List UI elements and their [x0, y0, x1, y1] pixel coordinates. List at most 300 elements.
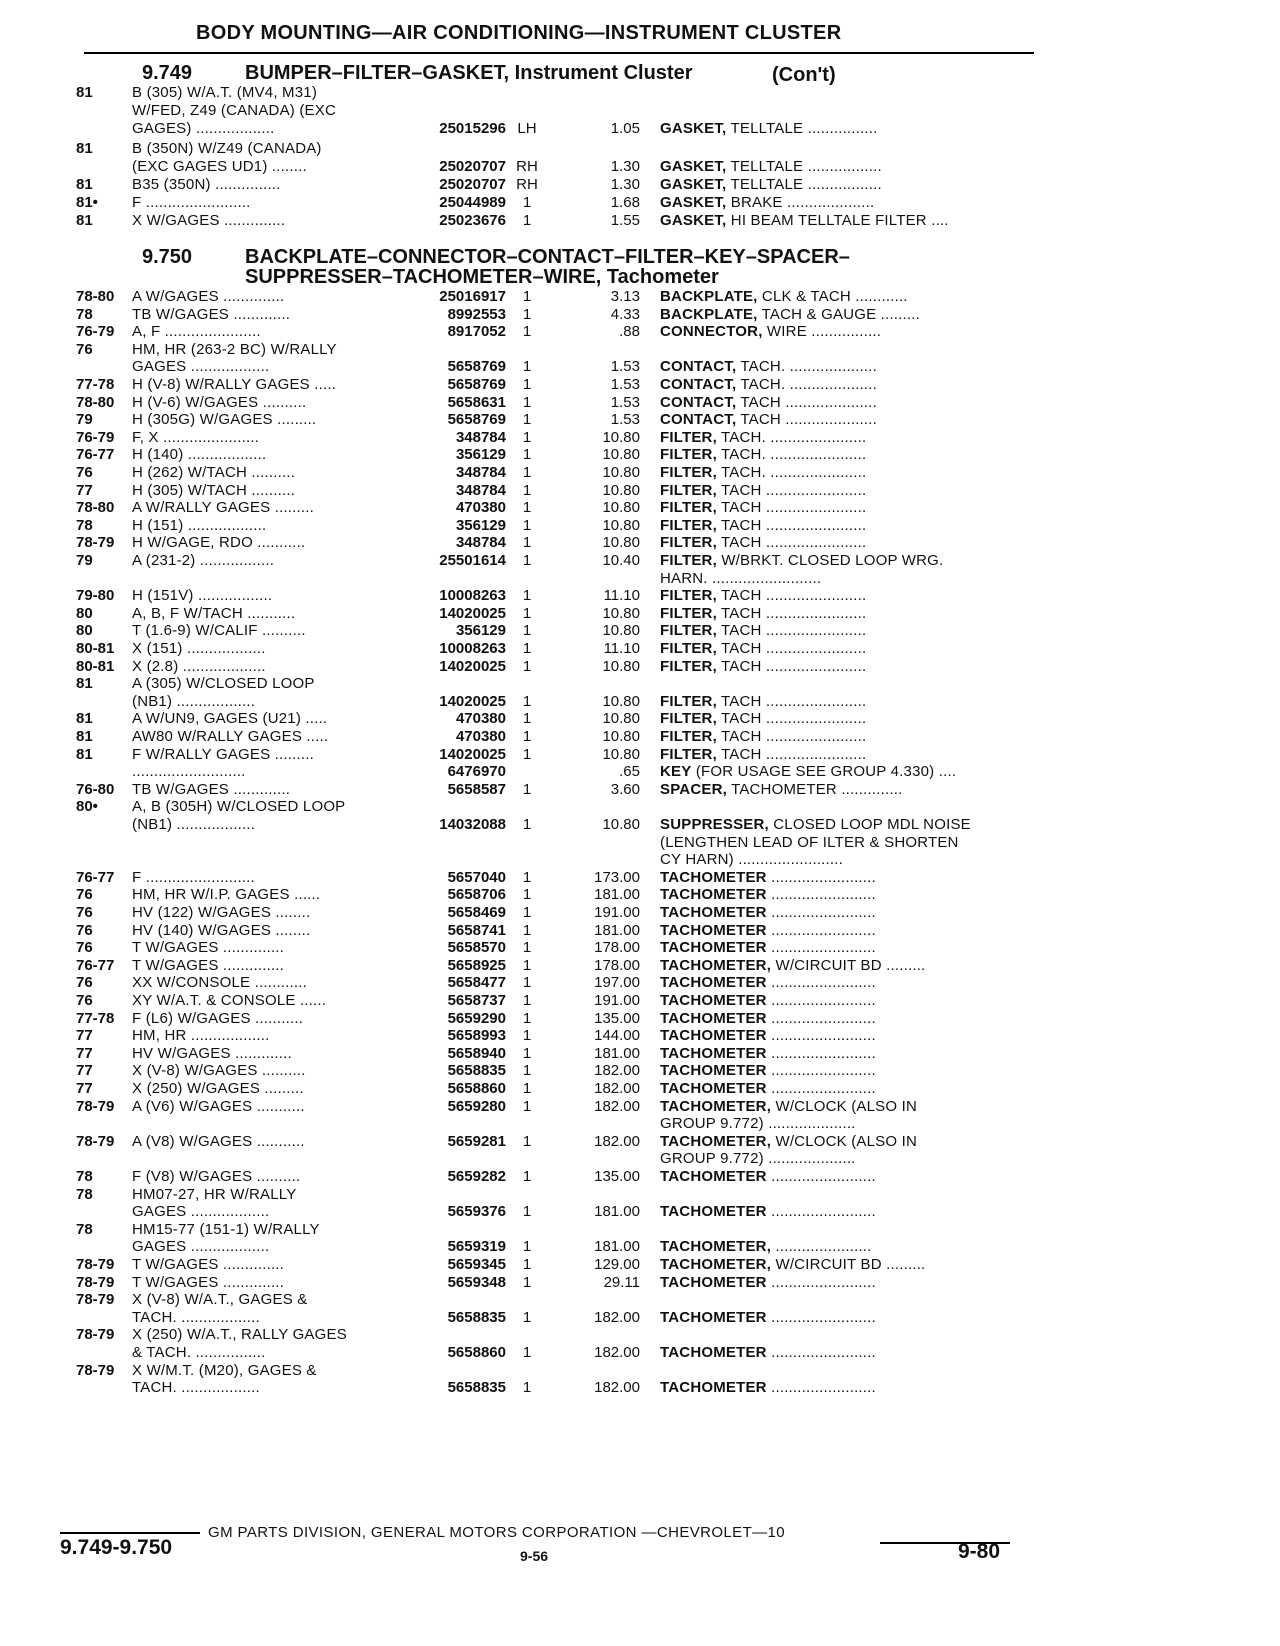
description-cell: A, F ......................: [132, 323, 261, 341]
part-number-cell: 5658835: [447, 1379, 506, 1397]
price-cell: .65: [619, 763, 640, 781]
part-name-detail: TACH. ......................: [716, 464, 867, 481]
part-name-detail: TACH. ....................: [736, 376, 878, 393]
price-cell: 178.00: [594, 939, 640, 957]
part-name-bold: CONNECTOR,: [660, 323, 763, 341]
part-number-cell: 470380: [455, 728, 506, 745]
description-cell: A (305) W/CLOSED LOOP: [132, 675, 315, 693]
price-cell: 1.53: [610, 411, 640, 429]
description-cell: H W/GAGE, RDO ...........: [132, 534, 306, 552]
part-number-cell: 356129: [455, 446, 506, 464]
year-cell: 77-78: [76, 1009, 115, 1027]
part-name-bold: FILTER,: [660, 640, 717, 657]
price-cell: 144.00: [594, 1027, 640, 1045]
year-cell: 78-80: [76, 393, 115, 411]
part-number-cell: 470380: [455, 710, 506, 728]
quantity-cell: 1: [522, 622, 532, 640]
table-row: [0, 816, 1280, 834]
year-cell: 81: [76, 675, 93, 693]
quantity-cell: 1: [522, 939, 532, 957]
section-title-sub: Instrument Cluster: [514, 62, 693, 84]
year-cell: 76: [76, 464, 93, 481]
part-name-cell: [660, 158, 1040, 176]
part-name-cell: [660, 640, 1040, 658]
description-cell: H (151) ..................: [132, 516, 267, 534]
year-cell: 77-78: [76, 376, 115, 393]
part-name-detail: ........................: [766, 974, 876, 992]
description-cell: H (V-6) W/GAGES ..........: [132, 393, 307, 411]
quantity-cell: 1: [522, 886, 532, 904]
part-name-bold: SUPPRESSER,: [660, 816, 769, 833]
table-row: [0, 158, 1280, 176]
year-cell: 79-80: [76, 587, 115, 605]
price-cell: 191.00: [594, 992, 640, 1009]
part-name-cell: [660, 1045, 1040, 1063]
part-name-cell: [660, 394, 1040, 412]
part-number-cell: 25501614: [439, 552, 506, 569]
part-name-detail: W/CLOCK (ALSO IN: [771, 1097, 918, 1115]
table-row: [0, 1344, 1280, 1362]
price-cell: 10.80: [602, 481, 640, 499]
table-row: [0, 1080, 1280, 1098]
part-name-cell: [660, 992, 1040, 1010]
part-name-detail: ......................: [771, 1238, 872, 1256]
description-cell: H (V-8) W/RALLY GAGES .....: [132, 376, 337, 393]
part-number-cell: 8992553: [447, 305, 506, 323]
section-title-main: BUMPER–FILTER–GASKET,: [245, 62, 510, 84]
price-cell: 3.13: [610, 288, 640, 305]
part-name-detail: TACH .......................: [716, 710, 867, 728]
part-name-detail: ........................: [766, 886, 876, 904]
part-name-bold: TACHOMETER: [660, 939, 767, 957]
quantity-cell: 1: [522, 1203, 532, 1221]
section-title-sub: Tachometer: [606, 266, 719, 288]
quantity-cell: 1: [522, 1044, 532, 1062]
description-cell: T W/GAGES ..............: [132, 956, 285, 974]
table-row: [0, 834, 1280, 852]
quantity-cell: 1: [522, 1080, 532, 1097]
description-cell: TB W/GAGES .............: [132, 780, 291, 798]
table-row: [0, 781, 1280, 799]
year-cell: 77: [76, 1062, 93, 1080]
description-cell: T (1.6-9) W/CALIF ..........: [132, 622, 306, 640]
part-name-cell: [660, 411, 1040, 429]
table-row: [0, 358, 1280, 376]
quantity-cell: 1: [522, 1379, 532, 1397]
part-name-cell: [660, 904, 1040, 922]
part-name-bold: FILTER,: [660, 428, 717, 446]
price-cell: 3.60: [610, 780, 640, 798]
part-name-bold: TACHOMETER: [660, 992, 767, 1009]
description-cell: T W/GAGES ..............: [132, 939, 285, 957]
part-name-detail: GROUP 9.772) ....................: [660, 1115, 856, 1133]
year-cell: 76: [76, 974, 93, 992]
part-name-detail: ........................: [766, 1308, 876, 1326]
part-name-bold: TACHOMETER: [660, 1027, 767, 1045]
table-row: [0, 693, 1280, 711]
price-cell: 10.80: [602, 657, 640, 675]
table-row: [0, 1186, 1280, 1204]
table-row: [0, 1274, 1280, 1292]
part-name-bold: SPACER,: [660, 780, 727, 798]
footer-rule-left: [60, 1532, 200, 1534]
price-cell: 181.00: [594, 1044, 640, 1062]
quantity-cell: 1: [522, 1062, 532, 1080]
part-name-detail: TACH. ....................: [736, 358, 878, 376]
price-cell: 182.00: [594, 1080, 640, 1097]
part-name-cell: [660, 746, 1040, 764]
part-name-bold: FILTER,: [660, 587, 717, 605]
description-cell: (NB1) ..................: [132, 816, 256, 833]
table-row: [0, 605, 1280, 623]
description-cell: HV (140) W/GAGES ........: [132, 921, 311, 939]
quantity-cell: 1: [522, 587, 532, 605]
table-row: [0, 1168, 1280, 1186]
part-name-detail: ........................: [766, 1203, 876, 1221]
description-cell: H (151V) .................: [132, 587, 273, 605]
price-cell: 1.05: [610, 120, 640, 137]
description-cell: F W/RALLY GAGES .........: [132, 745, 314, 763]
price-cell: 11.10: [603, 640, 640, 657]
description-cell: HM, HR W/I.P. GAGES ......: [132, 886, 321, 904]
section-title: [245, 62, 692, 85]
part-number-cell: 5658769: [447, 376, 506, 393]
table-row: [0, 1362, 1280, 1380]
description-cell: GAGES ..................: [132, 1203, 270, 1221]
part-name-cell: [660, 517, 1040, 535]
quantity-cell: 1: [522, 604, 532, 622]
footer-page-code: 9-80: [958, 1540, 1001, 1563]
part-name-detail: ........................: [766, 992, 876, 1009]
part-name-detail: TACH .....................: [736, 411, 878, 429]
year-cell: 80•: [76, 798, 98, 816]
part-name-cell: [660, 1098, 1040, 1116]
part-name-bold: TACHOMETER: [660, 1308, 767, 1326]
part-name-bold: KEY: [660, 763, 692, 781]
part-name-cell: [660, 464, 1040, 482]
year-cell: 78-79: [76, 1326, 115, 1344]
part-name-bold: FILTER,: [660, 728, 717, 745]
part-name-cell: [660, 552, 1040, 570]
part-name-cell: [660, 974, 1040, 992]
quantity-cell: 1: [522, 780, 532, 798]
part-name-bold: FILTER,: [660, 534, 717, 552]
year-cell: 78: [76, 1220, 93, 1238]
price-cell: 10.80: [602, 428, 640, 446]
part-name-detail: TACH .......................: [716, 692, 867, 710]
year-cell: 81: [76, 212, 93, 229]
table-row: [0, 710, 1280, 728]
price-cell: 11.10: [603, 587, 640, 605]
part-name-cell: [660, 834, 1040, 852]
part-name-detail: TACH .....................: [736, 393, 878, 411]
price-cell: 10.80: [602, 745, 640, 763]
part-number-cell: 5658477: [447, 974, 506, 992]
year-cell: 78-80: [76, 499, 115, 517]
price-cell: 10.80: [602, 728, 640, 745]
year-cell: 76: [76, 340, 93, 358]
part-name-cell: [660, 176, 1040, 194]
description-cell: H (140) ..................: [132, 446, 267, 464]
part-name-detail: W/CLOCK (ALSO IN: [771, 1132, 918, 1150]
part-name-bold: CONTACT,: [660, 393, 737, 411]
price-cell: 173.00: [594, 868, 640, 886]
part-name-detail: TACH. ......................: [716, 446, 867, 464]
part-number-cell: 5658737: [447, 992, 506, 1009]
footer-publisher: GM PARTS DIVISION, GENERAL MOTORS CORPORATION —CHEVROLET—10: [208, 1524, 786, 1541]
part-name-bold: TACHOMETER: [660, 1044, 767, 1062]
part-number-cell: 14020025: [439, 692, 506, 710]
quantity-cell: 1: [522, 692, 532, 710]
price-cell: 182.00: [594, 1308, 640, 1326]
price-cell: 178.00: [594, 956, 640, 974]
price-cell: 1.55: [610, 212, 640, 229]
description-cell: F (L6) W/GAGES ...........: [132, 1009, 304, 1027]
year-cell: 76-77: [76, 956, 115, 974]
part-number-cell: 5658860: [447, 1344, 506, 1361]
quantity-cell: 1: [522, 428, 532, 446]
price-cell: 182.00: [594, 1132, 640, 1150]
part-name-detail: ........................: [766, 904, 876, 921]
table-row: [0, 288, 1280, 306]
quantity-cell: RH: [516, 158, 538, 175]
quantity-cell: 1: [522, 358, 532, 376]
part-name-cell: [660, 482, 1040, 500]
part-number-cell: 5658835: [447, 1308, 506, 1326]
description-cell: HV W/GAGES .............: [132, 1044, 292, 1062]
part-number-cell: 5658570: [447, 939, 506, 957]
table-row: [0, 1045, 1280, 1063]
quantity-cell: 1: [522, 376, 532, 393]
part-name-detail: TACH .......................: [716, 499, 867, 517]
part-name-bold: FILTER,: [660, 657, 717, 675]
table-row: [0, 1309, 1280, 1327]
quantity-cell: 1: [522, 1009, 532, 1027]
table-row: [0, 763, 1280, 781]
part-name-bold: FILTER,: [660, 446, 717, 464]
price-cell: 29.11: [603, 1273, 640, 1291]
year-cell: 81: [76, 745, 93, 763]
description-cell: X W/M.T. (M20), GAGES &: [132, 1361, 317, 1379]
part-name-bold: FILTER,: [660, 745, 717, 763]
description-cell: XX W/CONSOLE ............: [132, 974, 308, 992]
year-cell: 76: [76, 939, 93, 957]
year-cell: 78: [76, 305, 93, 323]
part-name-bold: TACHOMETER,: [660, 1132, 772, 1150]
part-name-detail: TACH .......................: [716, 657, 867, 675]
section-title-line1: BACKPLATE–CONNECTOR–CONTACT–FILTER–KEY–SPACER–: [245, 246, 850, 268]
part-name-bold: TACHOMETER: [660, 1168, 767, 1185]
year-cell: 76-79: [76, 323, 115, 341]
price-cell: 135.00: [594, 1168, 640, 1185]
table-row: [0, 622, 1280, 640]
part-name-detail: TELLTALE .................: [726, 176, 882, 193]
price-cell: 10.40: [602, 552, 640, 569]
quantity-cell: 1: [522, 481, 532, 499]
part-name-bold: GASKET,: [660, 176, 727, 193]
table-row: [0, 464, 1280, 482]
part-number-cell: 25023676: [439, 212, 506, 229]
part-number-cell: 348784: [455, 428, 506, 446]
description-cell: GAGES ..................: [132, 358, 270, 376]
part-number-cell: 470380: [455, 499, 506, 517]
part-name-bold: TACHOMETER,: [660, 1097, 772, 1115]
description-cell: HM, HR (263-2 BC) W/RALLY: [132, 340, 337, 358]
quantity-cell: 1: [522, 956, 532, 974]
part-number-cell: 5658925: [447, 956, 506, 974]
quantity-cell: 1: [522, 1308, 532, 1326]
table-row: [0, 482, 1280, 500]
part-name-detail: TACH. ......................: [716, 428, 867, 446]
price-cell: 10.80: [602, 499, 640, 517]
part-name-bold: FILTER,: [660, 464, 717, 481]
year-cell: 78: [76, 516, 93, 534]
price-cell: 10.80: [602, 516, 640, 534]
part-number-cell: 348784: [455, 481, 506, 499]
price-cell: 10.80: [602, 710, 640, 728]
part-name-cell: [660, 499, 1040, 517]
description-cell: TACH. ..................: [132, 1308, 260, 1326]
part-name-detail: ........................: [766, 868, 876, 886]
part-name-bold: TACHOMETER: [660, 1080, 767, 1097]
price-cell: 1.53: [610, 393, 640, 411]
year-cell: 81: [76, 710, 93, 728]
part-name-detail: ........................: [766, 1044, 876, 1062]
table-row: [0, 658, 1280, 676]
part-number-cell: 5657040: [447, 868, 506, 886]
description-cell: HV (122) W/GAGES ........: [132, 904, 311, 921]
quantity-cell: 1: [522, 446, 532, 464]
part-name-detail: TACH .......................: [716, 534, 867, 552]
part-number-cell: 5658769: [447, 358, 506, 376]
year-cell: 79: [76, 411, 93, 429]
part-name-detail: ........................: [766, 939, 876, 957]
table-row: [0, 992, 1280, 1010]
year-cell: 78-79: [76, 534, 115, 552]
part-name-bold: GASKET,: [660, 120, 727, 137]
part-name-cell: [660, 1062, 1040, 1080]
quantity-cell: 1: [522, 1132, 532, 1150]
part-number-cell: 348784: [455, 534, 506, 552]
year-cell: 78-79: [76, 1132, 115, 1150]
description-cell: A, B, F W/TACH ...........: [132, 604, 296, 622]
price-cell: .88: [619, 323, 640, 341]
description-cell: A (231-2) .................: [132, 552, 275, 569]
part-name-bold: TACHOMETER,: [660, 1238, 772, 1256]
footer-page-number: 9-56: [520, 1548, 549, 1564]
table-row: [0, 570, 1280, 588]
description-cell: X W/GAGES ..............: [132, 212, 286, 229]
part-name-cell: [660, 429, 1040, 447]
quantity-cell: 1: [522, 1027, 532, 1045]
part-name-cell: [660, 358, 1040, 376]
table-row: [0, 1203, 1280, 1221]
table-row: [0, 84, 1280, 102]
part-name-cell: [660, 605, 1040, 623]
description-cell: X (151) ..................: [132, 640, 266, 657]
description-cell: A W/UN9, GAGES (U21) .....: [132, 710, 328, 728]
description-cell: TACH. ..................: [132, 1379, 260, 1397]
description-cell: HM07-27, HR W/RALLY: [132, 1185, 297, 1203]
year-cell: 78-79: [76, 1361, 115, 1379]
quantity-cell: 1: [522, 710, 532, 728]
quantity-cell: 1: [522, 1256, 532, 1273]
part-number-cell: 14020025: [439, 657, 506, 675]
part-name-cell: [660, 1133, 1040, 1151]
description-cell: H (262) W/TACH ..........: [132, 464, 296, 481]
description-cell: B (350N) W/Z49 (CANADA): [132, 140, 322, 157]
price-cell: 1.30: [610, 158, 640, 175]
price-cell: 1.30: [610, 176, 640, 193]
part-name-detail: TACH .......................: [716, 640, 867, 657]
part-name-bold: BACKPLATE,: [660, 305, 758, 323]
year-cell: 80: [76, 622, 93, 640]
section-title-line2: [245, 266, 719, 289]
table-row: [0, 746, 1280, 764]
description-cell: X (V-8) W/A.T., GAGES &: [132, 1291, 308, 1309]
price-cell: 10.80: [602, 692, 640, 710]
part-name-cell: [660, 869, 1040, 887]
table-row: [0, 640, 1280, 658]
part-name-cell: [660, 306, 1040, 324]
description-cell: ..........................: [132, 763, 246, 781]
part-name-cell: [660, 570, 1040, 588]
year-cell: 76: [76, 886, 93, 904]
part-name-cell: [660, 763, 1040, 781]
quantity-cell: 1: [522, 921, 532, 939]
table-row: [0, 675, 1280, 693]
quantity-cell: RH: [516, 176, 538, 193]
part-name-detail: ........................: [766, 1062, 876, 1080]
description-cell: XY W/A.T. & CONSOLE ......: [132, 992, 327, 1009]
part-name-cell: [660, 957, 1040, 975]
section-number: 9.749: [142, 62, 193, 84]
description-cell: T W/GAGES ..............: [132, 1273, 285, 1291]
price-cell: 181.00: [594, 921, 640, 939]
price-cell: 10.80: [602, 816, 640, 833]
part-name-cell: [660, 1256, 1040, 1274]
part-name-bold: CONTACT,: [660, 411, 737, 429]
table-row: [0, 376, 1280, 394]
year-cell: 76-77: [76, 446, 115, 464]
year-cell: 76-77: [76, 868, 115, 886]
part-name-detail: ........................: [766, 921, 876, 939]
description-cell: TB W/GAGES .............: [132, 305, 291, 323]
table-row: [0, 499, 1280, 517]
part-number-cell: 14032088: [439, 816, 506, 833]
section-title-line2-main: SUPPRESSER–TACHOMETER–WIRE,: [245, 266, 602, 288]
part-name-bold: TACHOMETER: [660, 1062, 767, 1080]
part-name-cell: [660, 710, 1040, 728]
part-name-bold: TACHOMETER: [660, 921, 767, 939]
part-number-cell: 5658587: [447, 780, 506, 798]
quantity-cell: 1: [522, 323, 532, 341]
table-row: [0, 798, 1280, 816]
part-name-bold: FILTER,: [660, 692, 717, 710]
part-number-cell: 10008263: [439, 640, 506, 657]
part-name-cell: [660, 1027, 1040, 1045]
part-name-bold: TACHOMETER: [660, 1344, 767, 1361]
part-name-detail: BRAKE ....................: [726, 194, 875, 211]
page-header: [84, 20, 1034, 54]
part-name-bold: TACHOMETER: [660, 868, 767, 886]
table-row: [0, 120, 1280, 138]
table-row: [0, 517, 1280, 535]
part-name-cell: [660, 939, 1040, 957]
quantity-cell: 1: [522, 1097, 532, 1115]
part-name-bold: TACHOMETER: [660, 1379, 767, 1397]
part-name-cell: [660, 1309, 1040, 1327]
